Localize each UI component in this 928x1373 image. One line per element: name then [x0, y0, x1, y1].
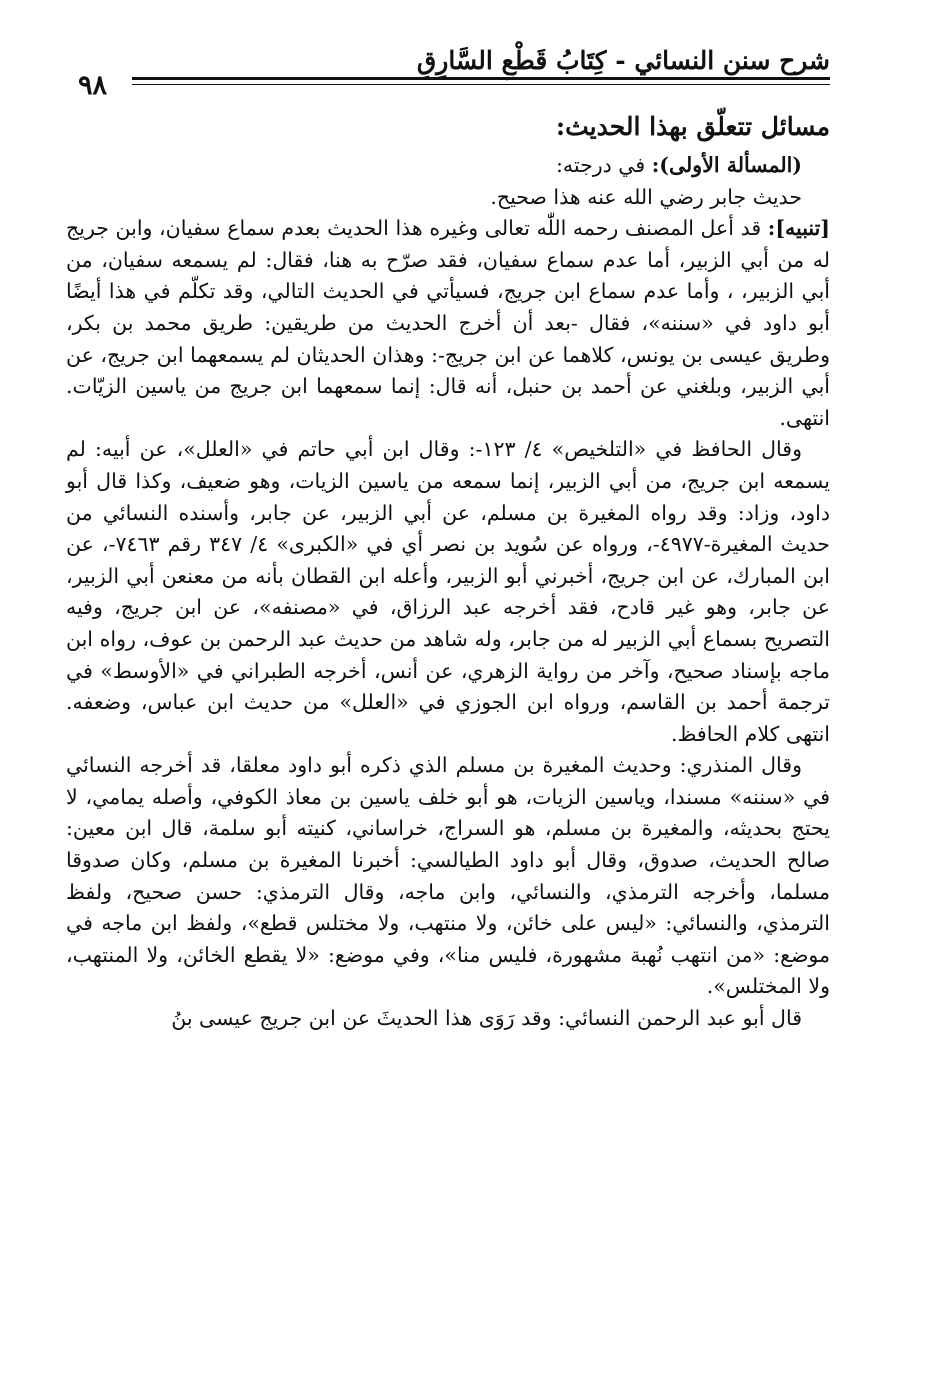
- nasai-paragraph: قال أبو عبد الرحمن النسائي: وقد رَوَى هذا الحديثَ عن ابن جريج عيسى بنُ: [171, 1006, 802, 1031]
- issue-text: في درجته:: [555, 153, 652, 177]
- note-paragraph: [66, 213, 830, 434]
- page-header: [66, 40, 830, 101]
- issue-label: (المسألة الأولى):: [651, 153, 802, 177]
- note-label: [تنبيه]:: [767, 216, 830, 241]
- note-text: قد أعل المصنف رحمه اللّٰه تعالى وغيره هذا الحديث بعدم سماع سفيان، وابن جريج له من أبي الزبير، أما عدم سماع سفيان، فقد صرّح به هنا، فقال: لم يسمعه سفيان، من أبي الزبير، ، وأما عدم سماع ابن جريج، فسيأتي في الحديث التالي، وقد تكلّم في هذا أيضًا أبو داود في «سننه»، فقال -بعد أن أخرج الحديث من طريقين: طريق محمد بن بكر، وطريق عيسى بن يونس، كلاهما عن ابن جريج-: وهذان الحديثان لم يسمعهما ابن جريج، عن أبي الزبير، وبلغني عن أحمد بن حنبل، أنه قال: إنما سمعهما ابن جريج من ياسين الزيّات. انتهى.: [66, 216, 830, 430]
- running-title: شرح سنن النسائي - كِتَابُ قَطْعِ السَّارِقِ: [416, 46, 830, 75]
- page-number: ٩٨: [78, 70, 108, 101]
- header-rule-thick: [132, 77, 830, 80]
- section-title: مسائل تتعلّق بهذا الحديث:: [555, 112, 830, 141]
- hafiz-paragraph: وقال الحافظ في «التلخيص» ٤/ ١٢٣-: وقال ابن أبي حاتم في «العلل»، عن أبيه: لم يسمعه ابن جريج، من أبي الزبير، إنما سمعه من ياسين الزيات، وهو ضعيف، وكذا قال أبو داود، وزاد: وقد رواه المغيرة بن مسلم، عن أبي الزبير، عن جابر، وأسنده النسائي من حديث المغيرة-٤٩٧٧-، ورواه عن سُويد بن نصر أي في «الكبرى» ٤/ ٣٤٧ رقم ٧٤٦٣-، عن ابن المبارك، عن ابن جريج، أخبرني أبو الزبير، وأعله ابن القطان بأنه من معنعن أبي الزبير، عن جابر، وهو غير قادح، فقد أخرجه عبد الرزاق، في «مصنفه»، عن ابن جريج، وفيه التصريح بسماع أبي الزبير له من جابر، وله شاهد من حديث عبد الرحمن بن عوف، رواه ابن ماجه بإسناد صحيح، وآخر من رواية الزهري، عن أنس، أخرجه الطبراني في «الأوسط» في ترجمة أحمد بن القاسم، ورواه ابن الجوزي في «العلل» من حديث ابن عباس، وضعفه. انتهى كلام الحافظ.: [66, 437, 830, 746]
- ruling-text: حديث جابر رضي الله عنه هذا صحيح.: [490, 184, 802, 209]
- issue-heading: [66, 150, 830, 182]
- main-text: [66, 108, 830, 1035]
- header-rule-thin: [132, 84, 830, 85]
- mundhiri-paragraph: وقال المنذري: وحديث المغيرة بن مسلم الذي ذكره أبو داود معلقا، قد أخرجه النسائي في «سننه» مسندا، وياسين الزيات، هو أبو خلف ياسين بن معاذ الكوفي، وأصله يمامي، لا يحتج بحديثه، والمغيرة بن مسلم، هو السراج، خراساني، كنيته أبو سلمة، قال ابن معين: صالح الحديث، صدوق، وقال أبو داود الطيالسي: أخبرنا المغيرة بن مسلم، وكان صدوقا مسلما، وأخرجه الترمذي، والنسائي، وابن ماجه، وقال الترمذي: حسن صحيح، ولفظ الترمذي، والنسائي: «ليس على خائن، ولا منتهب، ولا مختلس قطع»، ولفظ ابن ماجه في موضع: «من انتهب نُهبة مشهورة، فليس منا»، وفي موضع: «لا يقطع الخائن، ولا المنتهب، ولا المختلس».: [66, 753, 830, 999]
- book-page: [66, 0, 830, 1373]
